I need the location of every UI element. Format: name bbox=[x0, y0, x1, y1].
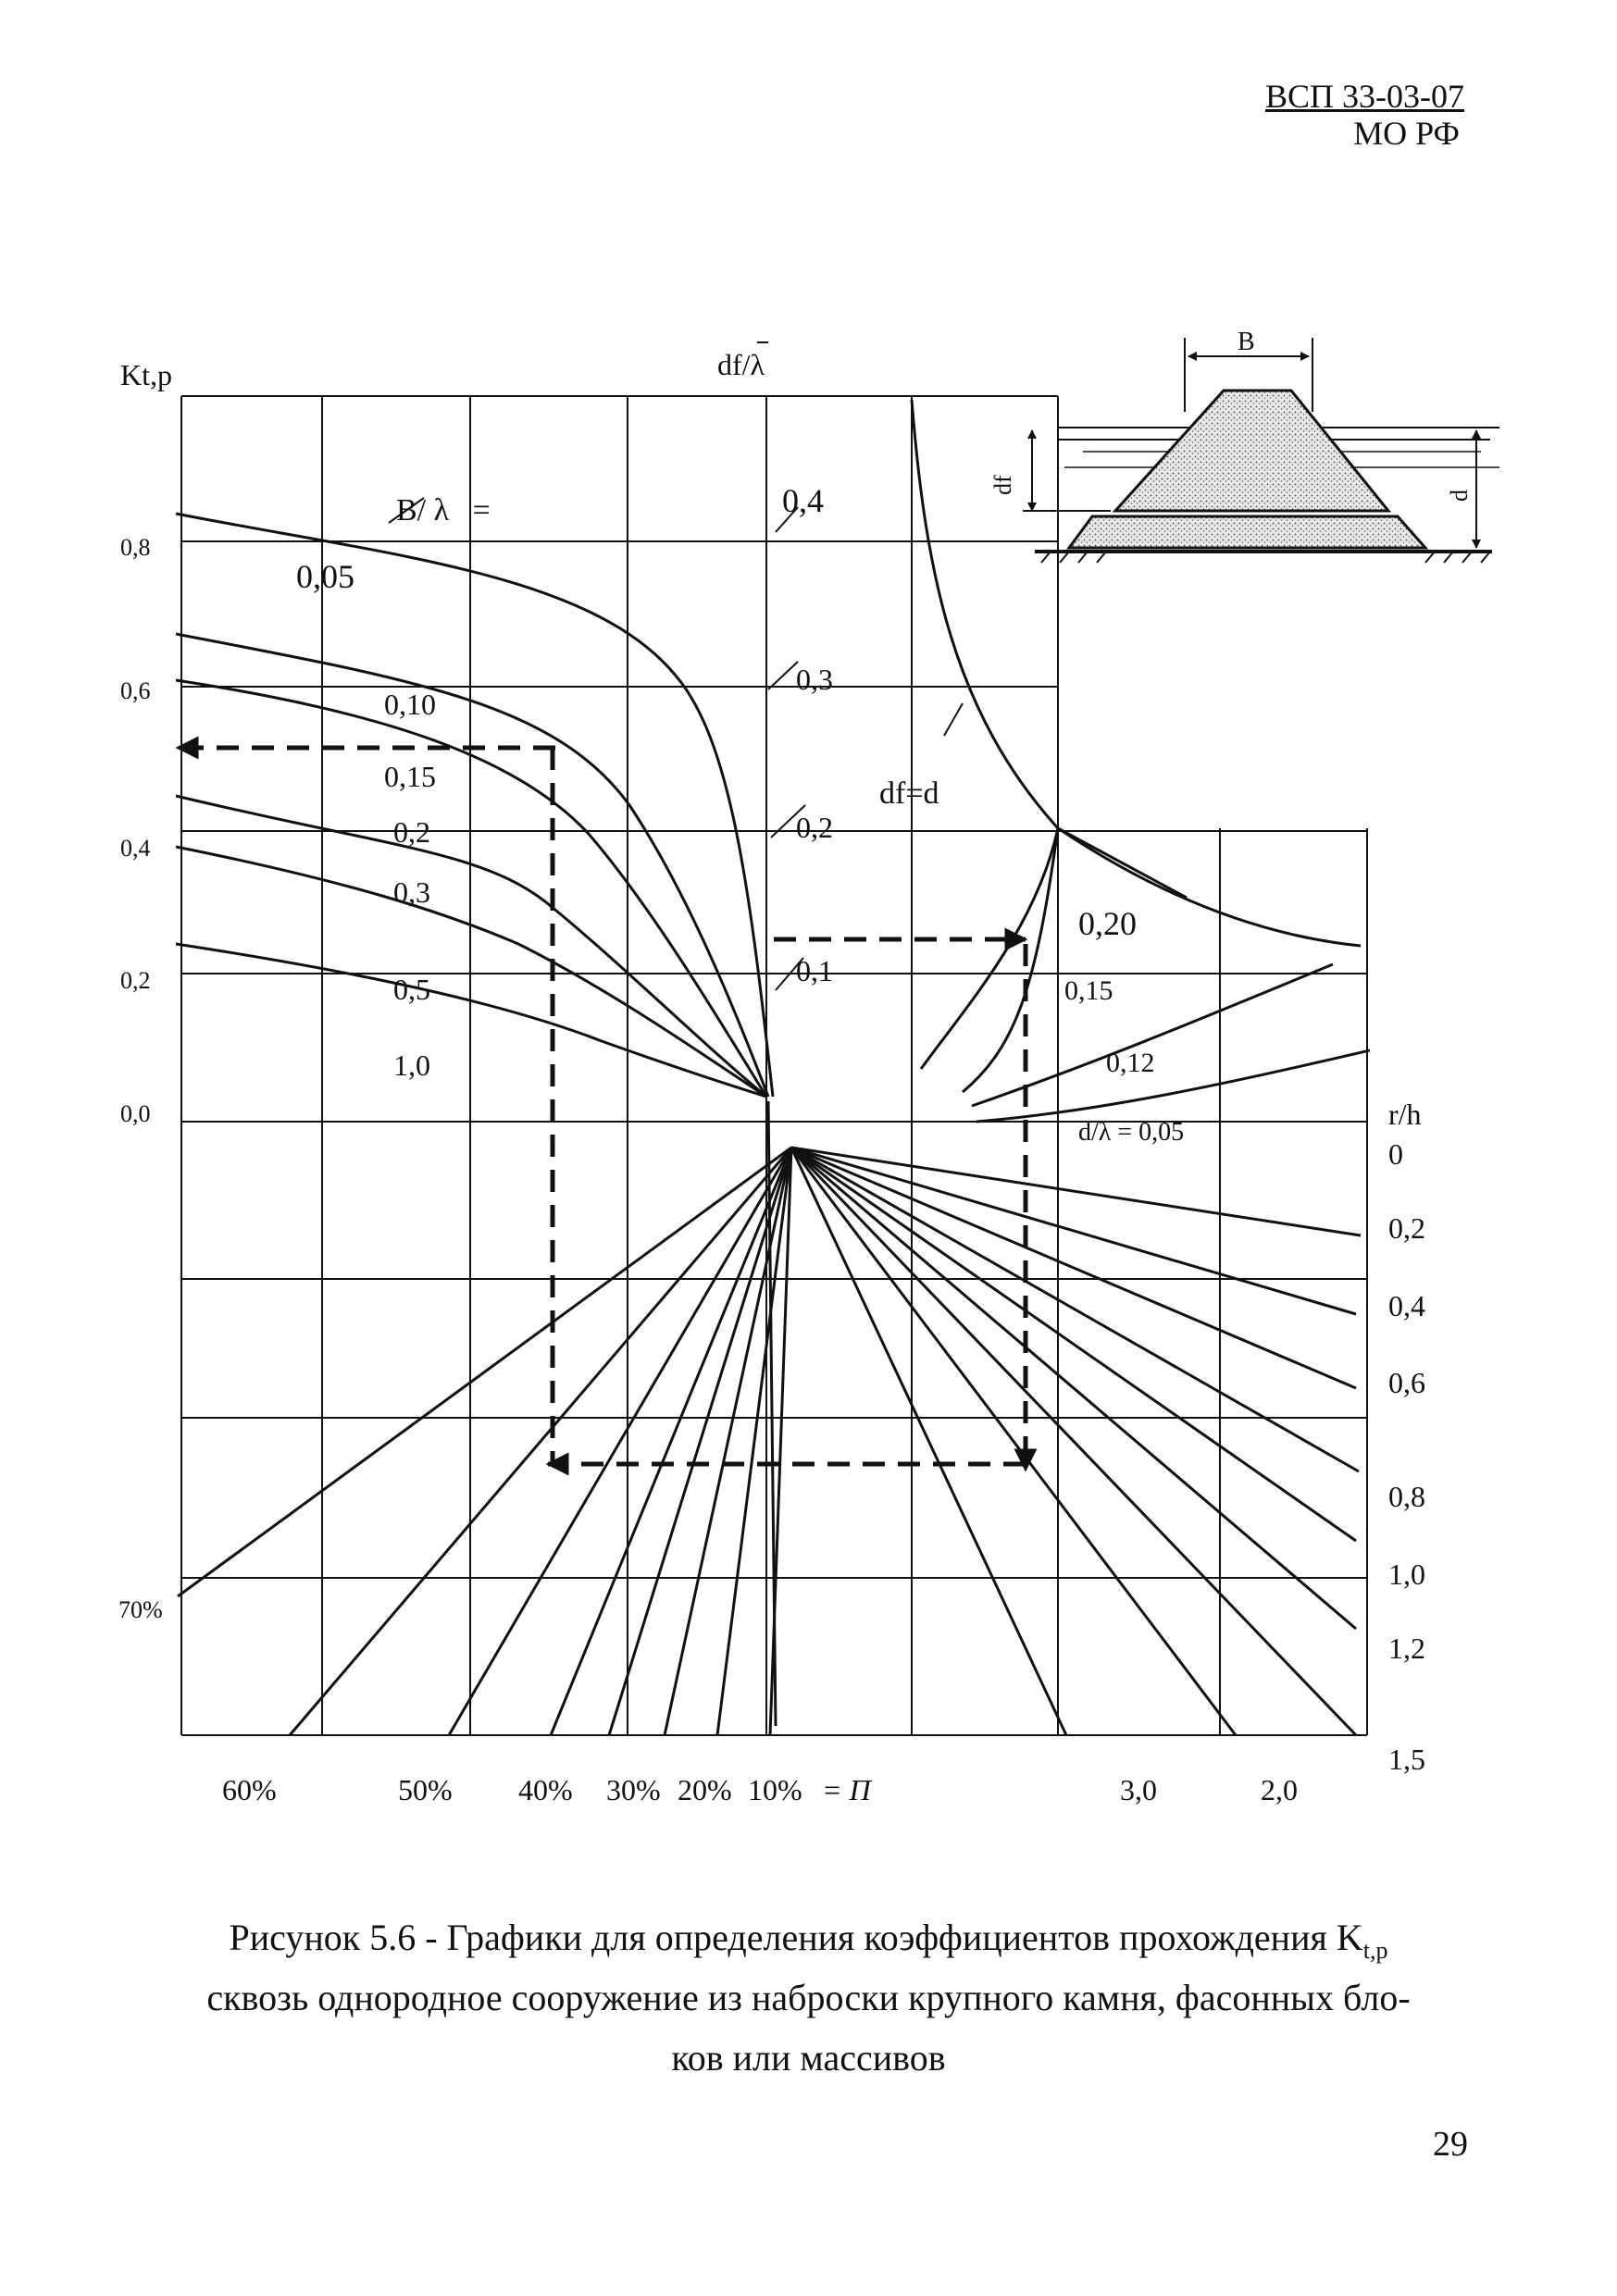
df-lambda-mark: 0,2 bbox=[796, 811, 833, 844]
inset-d-label: d bbox=[1446, 490, 1473, 502]
figure-caption-line1 bbox=[0, 1916, 1617, 1973]
curve-label: 0,15 bbox=[384, 760, 436, 793]
figure-caption-line2: сквозь однородное сооружение из наброски крупного камня, фасонных бло- bbox=[206, 1977, 1411, 2018]
r-h-tick: 1,5 bbox=[1388, 1743, 1425, 1776]
r-h-label: r/h bbox=[1388, 1098, 1422, 1131]
porosity-tick: 60% bbox=[222, 1773, 277, 1806]
y-tick: 0,8 bbox=[120, 534, 151, 561]
porosity-tick: 70% bbox=[118, 1596, 163, 1623]
y-tick: 0,2 bbox=[120, 967, 151, 994]
r-h-tick: 0,8 bbox=[1388, 1480, 1425, 1513]
df-eq-d-label: df=d bbox=[879, 776, 939, 811]
curve-label: 0,15 bbox=[1064, 975, 1113, 1006]
y-axis-label: Kt,p bbox=[120, 358, 172, 391]
curve-b-lambda-0-05 bbox=[176, 514, 773, 1097]
r-h-tick: 0 bbox=[1388, 1137, 1403, 1171]
r-h-tick: 0,2 bbox=[1388, 1211, 1425, 1245]
curve-label: d/λ = 0,05 bbox=[1078, 1118, 1185, 1147]
porosity-label: = П bbox=[822, 1773, 871, 1806]
porosity-tick: 40% bbox=[518, 1773, 573, 1806]
porosity-tick: 50% bbox=[398, 1773, 453, 1806]
inset-b-label: B bbox=[1238, 328, 1255, 356]
y-tick: 0,6 bbox=[120, 677, 151, 704]
curve-label: 0,12 bbox=[1106, 1048, 1155, 1078]
curve-label: 0,05 bbox=[296, 558, 354, 595]
r-h-tick: 1,0 bbox=[1388, 1558, 1425, 1591]
porosity-tick: 30% bbox=[606, 1773, 661, 1806]
porosity-ticks bbox=[118, 1596, 873, 1806]
slope-ticks bbox=[1120, 1773, 1298, 1806]
caption-subscript: t,p bbox=[1362, 1937, 1388, 1964]
y-tick: 0,0 bbox=[120, 1100, 151, 1127]
r-h-tick: 1,2 bbox=[1388, 1632, 1425, 1665]
example-path bbox=[178, 748, 1026, 1470]
curve-label: 0,20 bbox=[1078, 905, 1137, 942]
df-lambda-mark: 0,1 bbox=[796, 954, 833, 987]
right-curve-labels bbox=[1064, 905, 1184, 1147]
doc-org: МО РФ bbox=[1353, 115, 1460, 152]
curve-label: 0,5 bbox=[393, 973, 430, 1006]
inset-df-label: df bbox=[989, 475, 1016, 495]
curve-label: 0,3 bbox=[393, 875, 430, 909]
y-tick: 0,4 bbox=[120, 835, 151, 862]
breakwater-cross-section bbox=[989, 328, 1499, 563]
df-lambda-labels bbox=[782, 482, 833, 987]
df-lambda-mark: 0,3 bbox=[796, 663, 833, 696]
y-tick-labels bbox=[120, 534, 151, 1127]
slope-tick: 2,0 bbox=[1261, 1773, 1298, 1806]
top-axis-label: df/λ bbox=[717, 348, 765, 381]
curve-label: 0,10 bbox=[384, 688, 436, 721]
figure-caption-line3: ков или массивов bbox=[671, 2037, 946, 2079]
curve-0-15 bbox=[963, 828, 1058, 1092]
curve-label: 0,2 bbox=[393, 815, 430, 849]
slope-tick: 3,0 bbox=[1120, 1773, 1157, 1806]
curve-label: 1,0 bbox=[393, 1049, 430, 1082]
doc-code: ВСП 33-03-07 bbox=[1265, 78, 1464, 115]
b-lambda-label: B/ λ = bbox=[396, 493, 491, 527]
page-number: 29 bbox=[1433, 2125, 1468, 2164]
porosity-tick: 10% bbox=[748, 1773, 802, 1806]
curve-0-05 bbox=[976, 1050, 1370, 1122]
r-h-ticks bbox=[1388, 1137, 1425, 1776]
porosity-tick: 20% bbox=[678, 1773, 732, 1806]
caption-text: Рисунок 5.6 - Графики для определения коэффициентов прохождения K bbox=[229, 1917, 1363, 1958]
r-h-tick: 0,6 bbox=[1388, 1366, 1425, 1399]
r-h-tick: 0,4 bbox=[1388, 1289, 1425, 1322]
b-lambda-curve-labels bbox=[296, 558, 436, 1082]
df-lambda-mark: 0,4 bbox=[782, 482, 824, 519]
